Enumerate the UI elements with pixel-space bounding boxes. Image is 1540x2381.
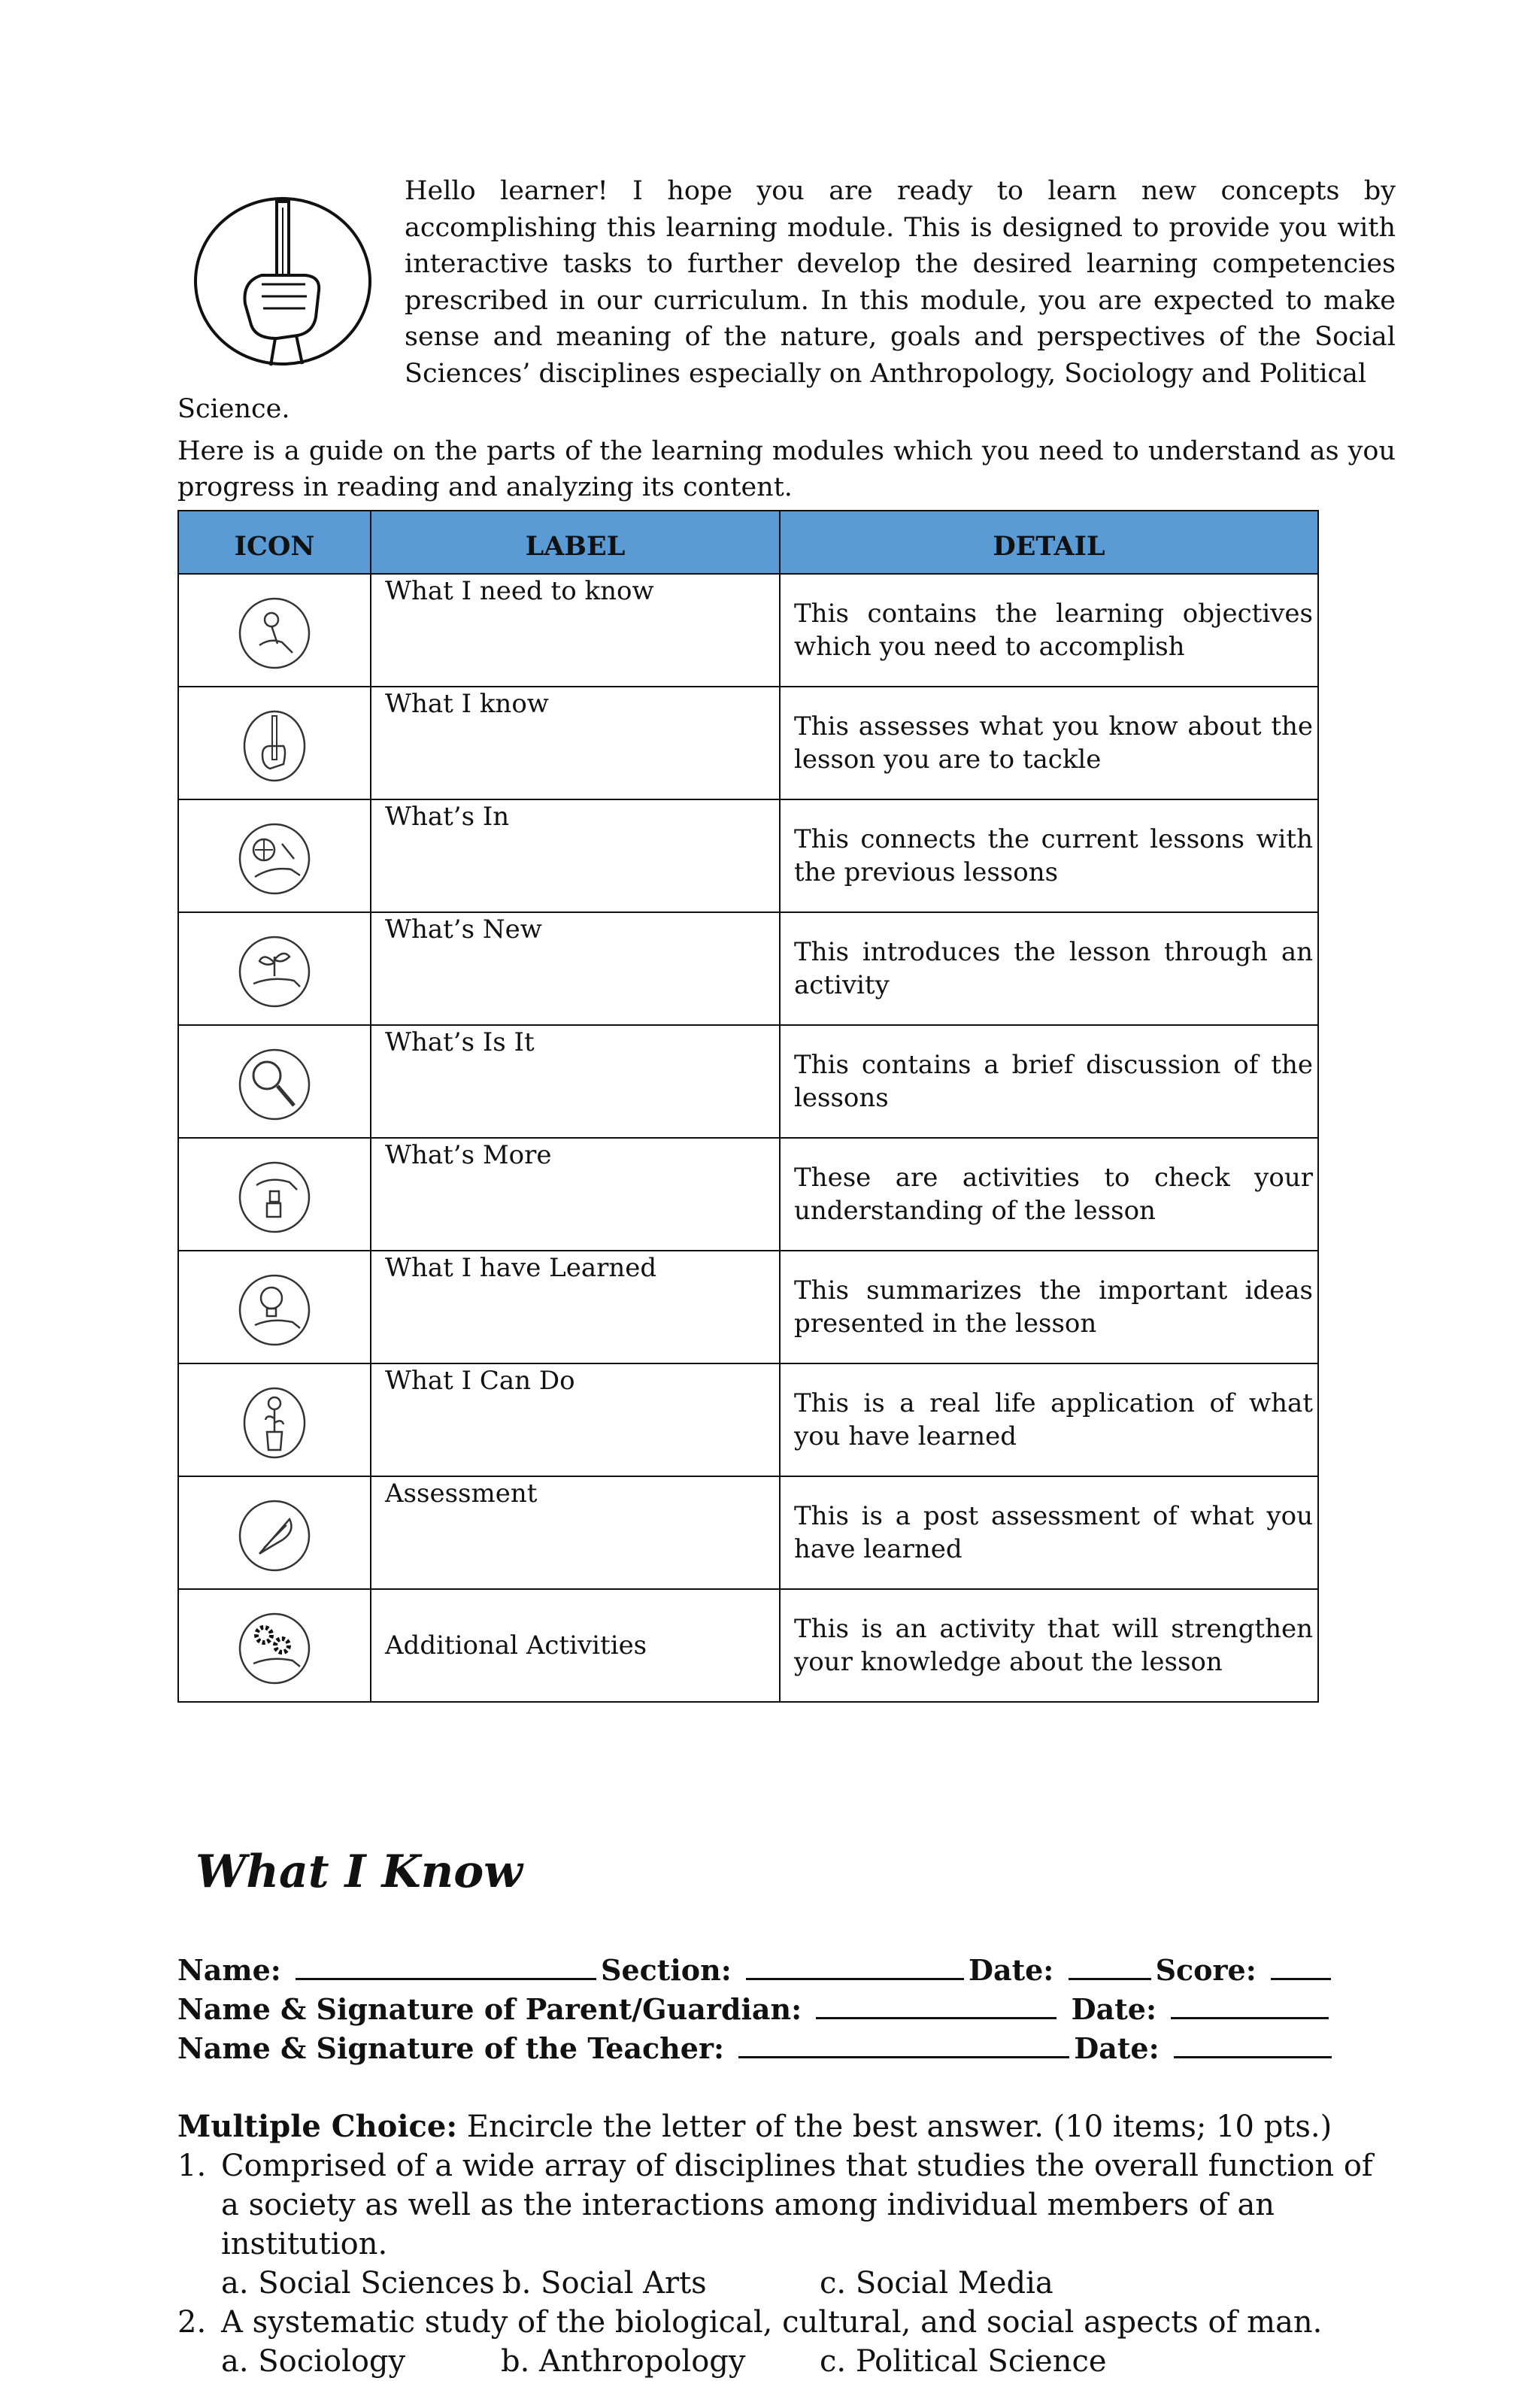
choice-a[interactable]: a. Social Sciences <box>221 2266 495 2301</box>
hand-flower-icon <box>237 1385 312 1460</box>
name-blank[interactable] <box>296 1951 596 1980</box>
table-row <box>178 799 1318 912</box>
row-detail: This is an activity that will strengthen your knowledge about the lesson <box>780 1589 1318 1702</box>
row-label: What’s New <box>371 912 780 1025</box>
intro-paragraph: Hello learner! I hope you are ready to learn new concepts by accomplishing this learning module. This is designed to provide you with interactive tasks to further develop the desired learning competencies prescribed in our curriculum. In this module, you are expected to make sense and meaning of the nature, goals and perspectives of the Social Sciences’ disciplines especially on Anthropology, Sociology and Political <box>405 176 1396 389</box>
question-text: A systematic study of the biological, cultural, and social aspects of man. <box>221 2305 1323 2340</box>
mc-instruction-text: Encircle the letter of the best answer. (10 items; 10 pts.) <box>466 2110 1332 2144</box>
table-header-row <box>178 511 1318 574</box>
student-info-fields <box>177 1951 1396 2068</box>
parent-date-blank[interactable] <box>1171 1990 1329 2019</box>
choice-a[interactable]: a. Sociology <box>221 2344 406 2379</box>
hand-pencil-icon <box>192 191 373 372</box>
date-blank[interactable] <box>1069 1951 1151 1980</box>
row-label: What I have Learned <box>371 1251 780 1363</box>
section-label: Section: <box>601 1953 732 1987</box>
table-row <box>178 1025 1318 1138</box>
row-label: What I know <box>371 687 780 799</box>
gears-icon <box>237 1611 312 1686</box>
question-text: Comprised of a wide array of disciplines that studies the overall function of a society as well as the interactions among individual members of an institution. <box>221 2149 1373 2261</box>
hand-blocks-icon <box>237 1160 312 1235</box>
quill-icon <box>237 1498 312 1573</box>
question-2 <box>177 2303 1396 2342</box>
row-detail: This summarizes the important ideas presented in the lesson <box>780 1251 1318 1363</box>
parent-label: Name & Signature of Parent/Guardian: <box>177 1992 802 2026</box>
parent-date-label: Date: <box>1071 1992 1157 2026</box>
hand-plant-icon <box>237 934 312 1009</box>
table-row <box>178 1589 1318 1702</box>
table-row <box>178 1251 1318 1363</box>
teacher-date-blank[interactable] <box>1174 2029 1332 2058</box>
question-number: 2. <box>177 2305 207 2340</box>
hand-pencil-icon <box>237 708 312 784</box>
field-row-parent <box>177 1990 1396 2029</box>
row-detail: This is a post assessment of what you have learned <box>780 1476 1318 1589</box>
row-label: Additional Activities <box>371 1589 780 1702</box>
lightbulb-icon <box>237 1272 312 1348</box>
choice-b[interactable]: b. Anthropology <box>501 2344 746 2379</box>
row-detail: This assesses what you know about the lesson you are to tackle <box>780 687 1318 799</box>
multiple-choice-section <box>177 2107 1396 2381</box>
row-label: What’s Is It <box>371 1025 780 1138</box>
table-row <box>178 1363 1318 1476</box>
hand-globe-icon <box>237 821 312 896</box>
table-row <box>178 912 1318 1025</box>
row-label: What’s In <box>371 799 780 912</box>
row-detail: This introduces the lesson through an activity <box>780 912 1318 1025</box>
field-row-student <box>177 1951 1396 1990</box>
row-detail: This is a real life application of what you have learned <box>780 1363 1318 1476</box>
parent-blank[interactable] <box>816 1990 1056 2019</box>
mc-heading: Multiple Choice: <box>177 2109 458 2144</box>
magnifier-icon <box>237 1047 312 1122</box>
section-blank[interactable] <box>746 1951 964 1980</box>
row-label: What I need to know <box>371 574 780 687</box>
question-1 <box>177 2146 1396 2264</box>
row-detail: This contains the learning objectives which you need to accomplish <box>780 574 1318 687</box>
header-detail: DETAIL <box>780 511 1318 574</box>
header-label: LABEL <box>371 511 780 574</box>
row-detail: These are activities to check your understanding of the lesson <box>780 1138 1318 1251</box>
score-label: Score: <box>1155 1953 1257 1987</box>
table-row <box>178 1138 1318 1251</box>
row-detail: This connects the current lessons with the previous lessons <box>780 799 1318 912</box>
hand-pointer-icon <box>237 596 312 671</box>
choice-b[interactable]: b. Social Arts <box>502 2266 707 2301</box>
question-number: 1. <box>177 2149 207 2183</box>
question-1-choices <box>177 2264 1396 2303</box>
row-label: Assessment <box>371 1476 780 1589</box>
teacher-label: Name & Signature of the Teacher: <box>177 2031 725 2065</box>
table-row <box>178 1476 1318 1589</box>
choice-c[interactable]: c. Social Media <box>820 2266 1053 2301</box>
module-page <box>177 173 1396 2381</box>
row-detail: This contains a brief discussion of the lessons <box>780 1025 1318 1138</box>
intro-paragraph-tail: Science. <box>177 394 290 424</box>
header-icon: ICON <box>178 511 371 574</box>
row-label: What’s More <box>371 1138 780 1251</box>
module-guide-table <box>177 510 1319 1703</box>
intro-section <box>177 173 1396 433</box>
score-blank[interactable] <box>1271 1951 1331 1980</box>
field-row-teacher <box>177 2029 1396 2068</box>
choice-c[interactable]: c. Political Science <box>820 2344 1107 2379</box>
teacher-blank[interactable] <box>738 2029 1069 2058</box>
mc-instructions <box>177 2107 1396 2146</box>
teacher-date-label: Date: <box>1074 2031 1160 2065</box>
date-label: Date: <box>969 1953 1054 1987</box>
row-label: What I Can Do <box>371 1363 780 1476</box>
table-row <box>178 574 1318 687</box>
name-label: Name: <box>177 1953 281 1987</box>
table-row <box>178 687 1318 799</box>
question-2-choices <box>177 2342 1396 2381</box>
section-title: What I Know <box>196 1846 523 1898</box>
guide-text: Here is a guide on the parts of the learning modules which you need to understand as you progress in reading and analyzing its content. <box>177 436 1396 502</box>
